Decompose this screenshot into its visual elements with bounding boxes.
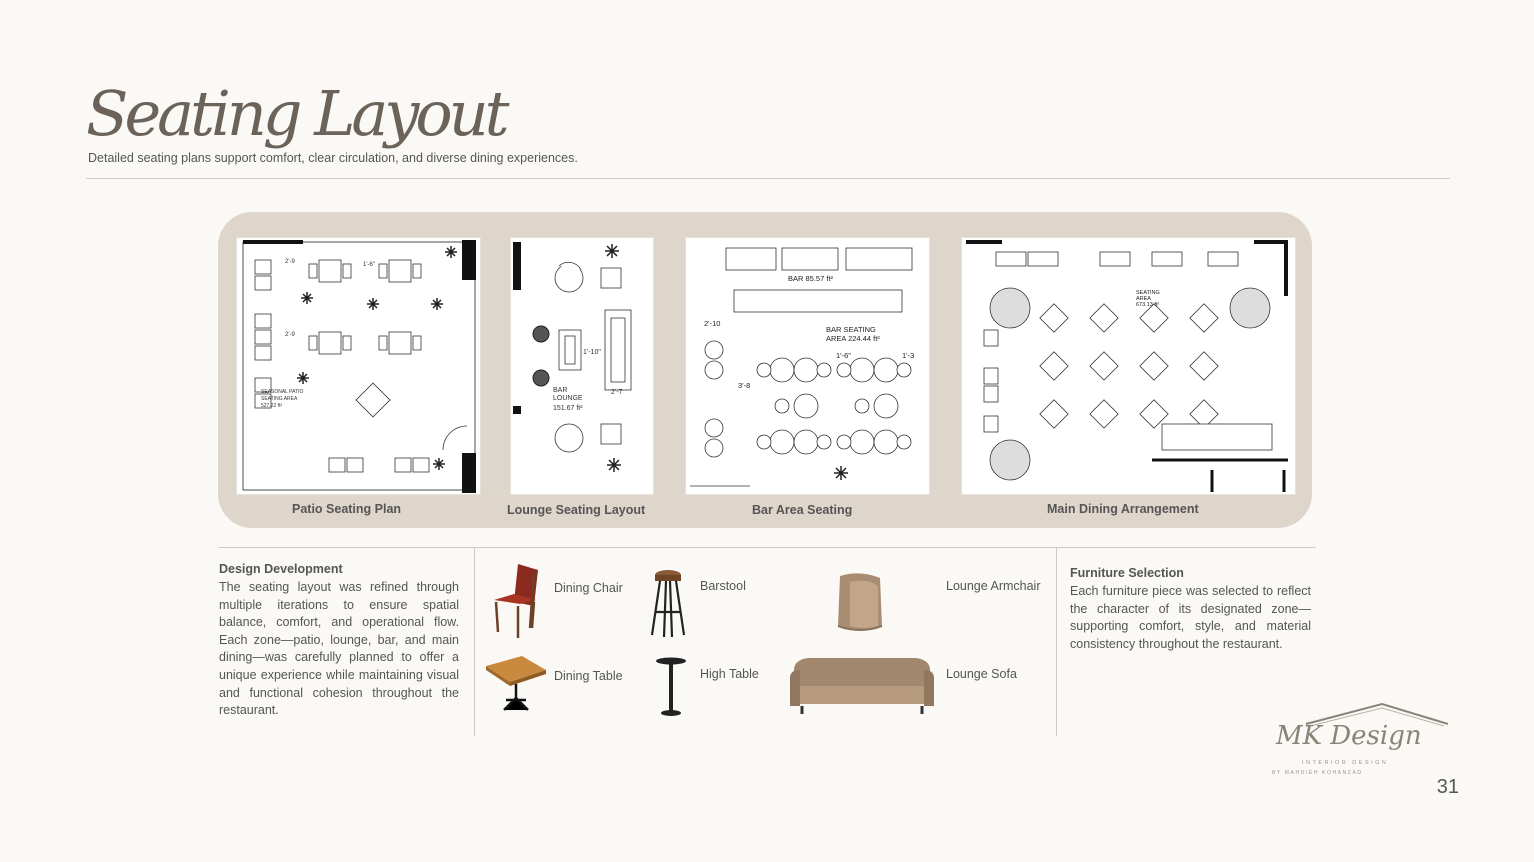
svg-text:673.13 ft²: 673.13 ft² — [1136, 302, 1160, 308]
svg-text:2'-9: 2'-9 — [285, 259, 295, 265]
lounge-area-label: BAR — [553, 387, 568, 394]
furniture-selection-heading: Furniture Selection — [1070, 566, 1184, 580]
lounge-plan-caption: Lounge Seating Layout — [507, 503, 646, 517]
design-development-heading: Design Development — [219, 562, 343, 576]
dining-chair-icon — [488, 560, 544, 640]
page-subtitle: Detailed seating plans support comfort, clear circulation, and diverse dining experiences. — [88, 151, 578, 165]
furniture-selection-text: Each furniture piece was selected to reflect the character of its designated zone—supporting comfort, style, and material consistency throughout the restaurant. — [1070, 584, 1311, 651]
page-title: Seating Layout — [86, 77, 506, 150]
svg-text:527.22 ft²: 527.22 ft² — [261, 403, 283, 409]
logo-wordmark: MK Design — [1276, 721, 1422, 751]
header-divider — [86, 178, 1450, 179]
dining-table-label: Dining Table — [554, 669, 623, 683]
patio-area-label: SEASONAL PATIO — [261, 389, 304, 395]
svg-text:1'-6": 1'-6" — [363, 262, 375, 268]
dining-table-icon — [482, 654, 548, 712]
barstool-icon — [648, 568, 688, 638]
bar-counter-label: BAR 85.57 ft² — [788, 274, 834, 283]
svg-text:1'-10": 1'-10" — [583, 349, 601, 356]
section-divider — [218, 547, 1316, 548]
svg-text:151.67 ft²: 151.67 ft² — [553, 405, 583, 412]
barstool-label: Barstool — [700, 579, 746, 593]
dining-plan-caption: Main Dining Arrangement — [1047, 502, 1199, 516]
high-table-label: High Table — [700, 667, 759, 681]
design-development-text: The seating layout was refined through multiple iterations to ensure spatial balance, comfort, and operational flow. Each zone—patio, lounge, bar, and main dining—was carefully planned to offer a unique experience while maintaining visual and functional cohesion throughout the restaurant. — [219, 580, 459, 718]
svg-text:3'-8: 3'-8 — [738, 381, 751, 390]
patio-plan-caption: Patio Seating Plan — [292, 502, 402, 516]
svg-text:AREA: AREA — [1136, 296, 1151, 302]
mk-design-logo — [1266, 700, 1452, 778]
svg-text:2'-10: 2'-10 — [704, 319, 721, 328]
bar-floor-plan — [685, 237, 930, 495]
bar-area-label: BAR SEATING — [826, 325, 876, 334]
lounge-sofa-label: Lounge Sofa — [946, 667, 1017, 681]
lounge-armchair-icon — [832, 570, 888, 634]
column-divider-right — [1056, 548, 1057, 736]
svg-text:1'-6": 1'-6" — [836, 351, 851, 360]
dining-chair-label: Dining Chair — [554, 581, 623, 595]
patio-floor-plan — [236, 237, 481, 495]
column-divider-left — [474, 548, 475, 736]
main-dining-floor-plan — [961, 237, 1296, 495]
svg-text:1'-3: 1'-3 — [902, 351, 915, 360]
svg-text:2'-7: 2'-7 — [611, 389, 623, 396]
bar-plan-caption: Bar Area Seating — [752, 503, 853, 517]
logo-byline: BY MAHDIEH KOHANZAD — [1272, 770, 1363, 776]
lounge-floor-plan — [510, 237, 654, 495]
lounge-armchair-label: Lounge Armchair — [946, 579, 1041, 593]
dining-area-label: SEATING — [1136, 290, 1160, 296]
logo-tagline: INTERIOR DESIGN — [1302, 760, 1389, 766]
svg-text:AREA 224.44 ft²: AREA 224.44 ft² — [826, 334, 880, 343]
page-number: 31 — [1436, 776, 1459, 798]
svg-text:2'-9: 2'-9 — [285, 332, 295, 338]
svg-text:LOUNGE: LOUNGE — [553, 395, 583, 402]
svg-text:SEATING AREA: SEATING AREA — [261, 396, 298, 402]
high-table-icon — [654, 656, 688, 718]
lounge-sofa-icon — [788, 656, 936, 716]
